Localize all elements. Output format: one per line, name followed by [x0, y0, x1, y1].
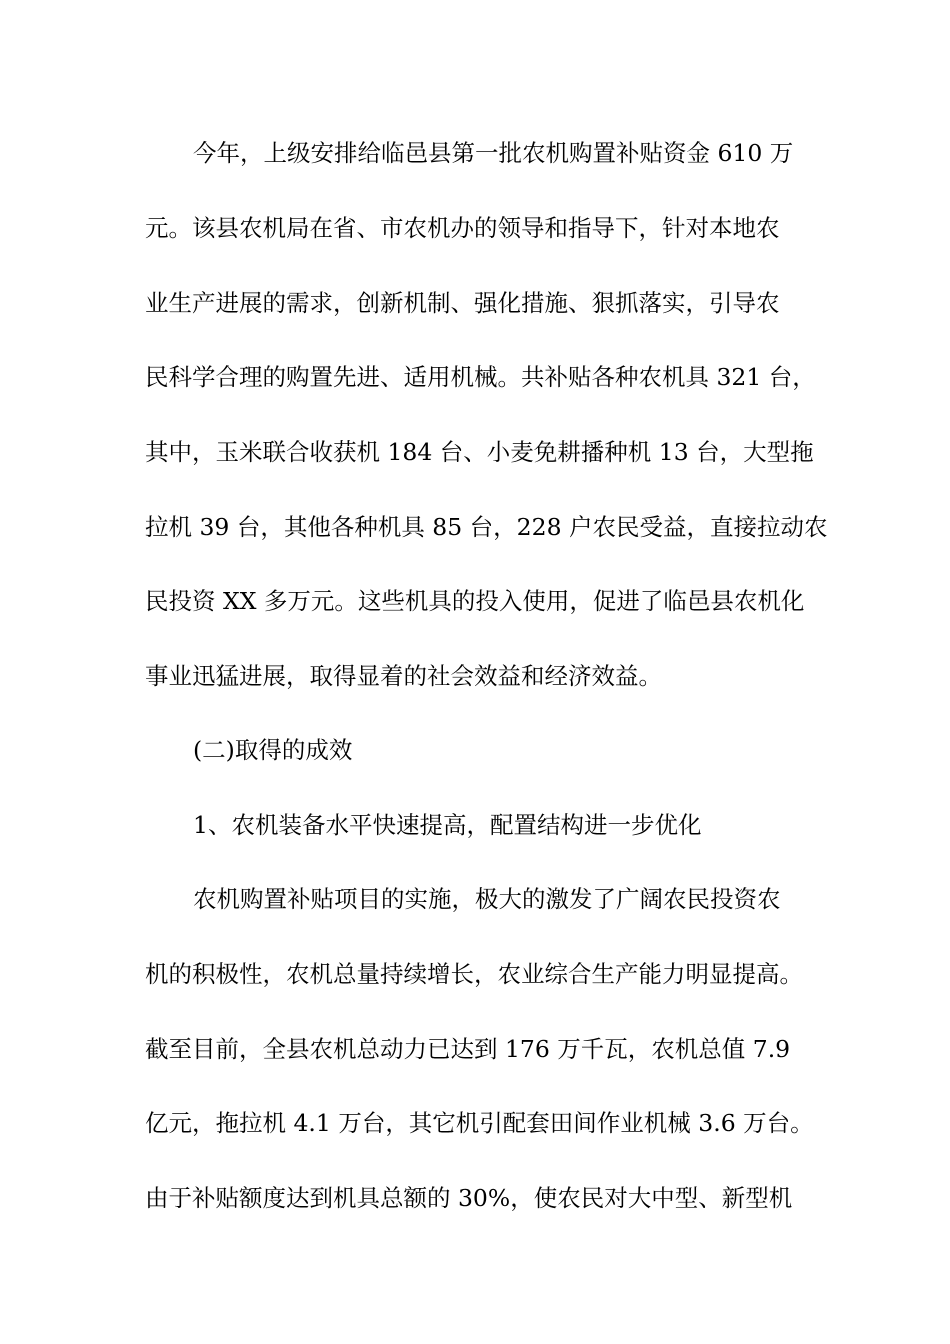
- paragraph-line: 业生产进展的需求，创新机制、强化措施、狠抓落实，引导农: [145, 289, 780, 317]
- paragraph-line: 民投资 XX 多万元。这些机具的投入使用，促进了临邑县农机化: [145, 587, 805, 615]
- paragraph-line: 农机购置补贴项目的实施，极大的激发了广阔农民投资农: [193, 885, 781, 913]
- paragraph-line: 其中，玉米联合收获机 184 台、小麦免耕播种机 13 台，大型拖: [145, 438, 814, 466]
- paragraph-line: 元。该县农机局在省、市农机办的领导和指导下，针对本地农: [145, 214, 780, 242]
- paragraph-line: 机的积极性，农机总量持续增长，农业综合生产能力明显提高。: [145, 960, 803, 988]
- subsection-heading: 1、农机装备水平快速提高，配置结构进一步优化: [193, 811, 702, 839]
- paragraph-line: 由于补贴额度达到机具总额的 30%，使农民对大中型、新型机: [145, 1184, 793, 1212]
- paragraph-line: 今年，上级安排给临邑县第一批农机购置补贴资金 610 万: [193, 139, 794, 167]
- section-heading: (二)取得的成效: [193, 736, 353, 764]
- paragraph-line: 截至目前，全县农机总动力已达到 176 万千瓦，农机总值 7.9: [145, 1035, 791, 1063]
- paragraph-line: 拉机 39 台，其他各种机具 85 台，228 户农民受益，直接拉动农: [145, 513, 828, 541]
- paragraph-line: 亿元，拖拉机 4.1 万台，其它机引配套田间作业机械 3.6 万台。: [145, 1109, 814, 1137]
- paragraph-line: 事业迅猛进展，取得显着的社会效益和经济效益。: [145, 662, 662, 690]
- paragraph-line: 民科学合理的购置先进、适用机械。共补贴各种农机具 321 台，: [145, 363, 816, 391]
